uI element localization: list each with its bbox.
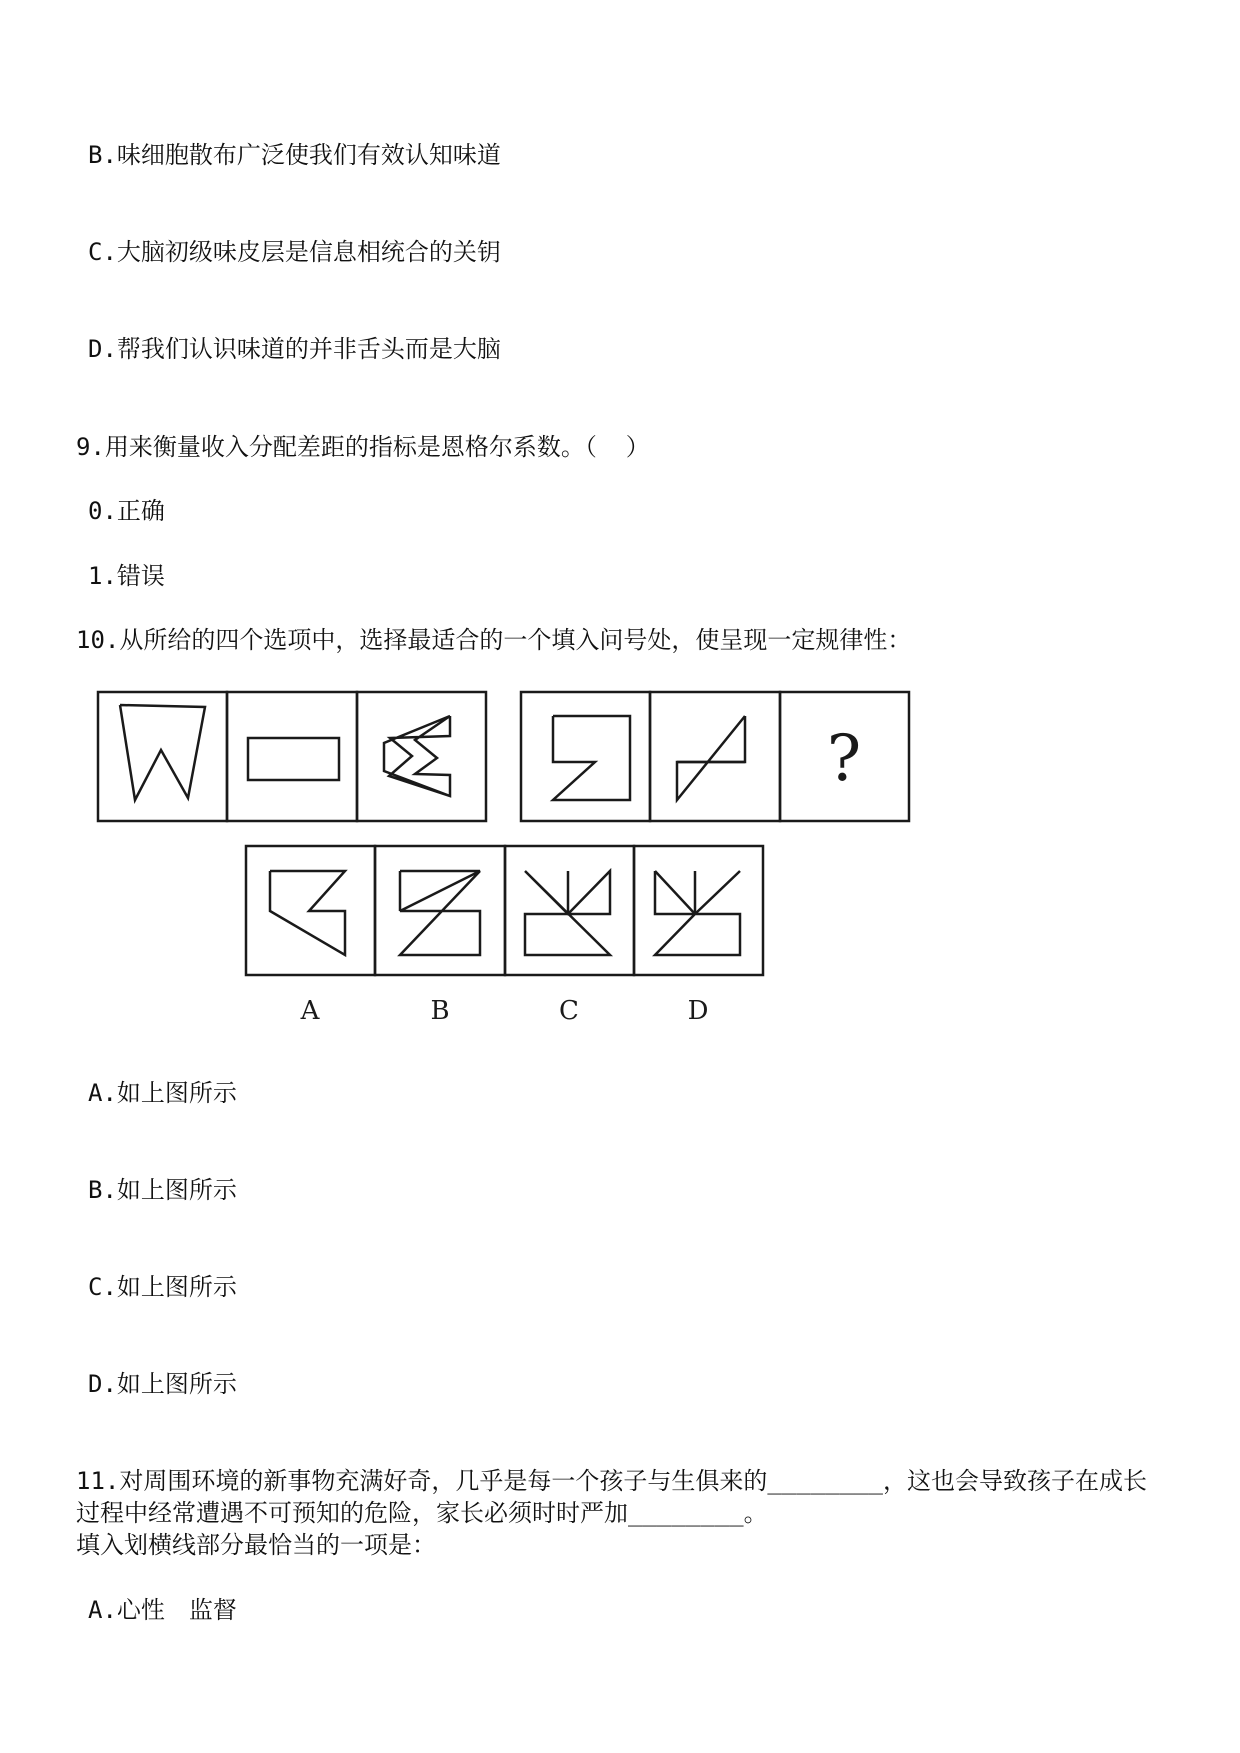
q11-stem-line-3: 填入划横线部分最恰当的一项是：	[76, 1531, 436, 1559]
cell-5	[650, 692, 780, 821]
q10-option-c: C.如上图所示	[88, 1273, 237, 1301]
q11-option-a: A.心性 监督	[88, 1596, 237, 1624]
shape-diagonal	[677, 716, 745, 800]
shape-option-a	[270, 871, 345, 955]
q10-stem: 10.从所给的四个选项中，选择最适合的一个填入问号处，使呈现一定规律性：	[76, 626, 912, 654]
shape-w	[120, 705, 205, 800]
q10-option-d: D.如上图所示	[88, 1370, 237, 1398]
q10-option-b: B.如上图所示	[88, 1176, 237, 1204]
figure-label-d: D	[687, 996, 709, 1026]
shape-rectangle	[248, 738, 339, 780]
cell-2	[227, 692, 357, 821]
figure-options-row	[246, 846, 763, 1026]
q9-option-0: 0.正确	[88, 497, 165, 525]
q9-stem: 9.用来衡量收入分配差距的指标是恩格尔系数。（ ）	[76, 433, 650, 461]
figure-row-1-group-2	[521, 692, 909, 821]
q10-option-a: A.如上图所示	[88, 1079, 237, 1107]
shape-s	[553, 716, 630, 800]
figure-label-b: B	[430, 996, 450, 1026]
q11-stem-line-1: 11.对周围环境的新事物充满好奇，几乎是每一个孩子与生俱来的________，这也会导致孩子在成长	[76, 1467, 1147, 1495]
cell-1	[98, 692, 227, 821]
q10-figure	[95, 690, 935, 1030]
q9-option-1: 1.错误	[88, 562, 165, 590]
shape-option-d-line	[655, 871, 695, 914]
q8-option-d: D.帮我们认识味道的并非舌头而是大脑	[88, 335, 501, 363]
shape-option-b	[400, 871, 480, 955]
cell-3	[357, 692, 486, 821]
figure-label-a: A	[300, 996, 320, 1026]
question-mark: ?	[826, 722, 862, 796]
q8-option-c: C.大脑初级味皮层是信息相统合的关钥	[88, 238, 501, 266]
shape-e	[384, 716, 450, 796]
figure-row-1-group-1	[98, 692, 486, 821]
figure-label-c: C	[559, 996, 579, 1026]
q10-figure-svg	[95, 690, 935, 1030]
q11-stem-line-2: 过程中经常遭遇不可预知的危险，家长必须时时严加________。	[76, 1499, 768, 1527]
q8-option-b: B.味细胞散布广泛使我们有效认知味道	[88, 141, 501, 169]
